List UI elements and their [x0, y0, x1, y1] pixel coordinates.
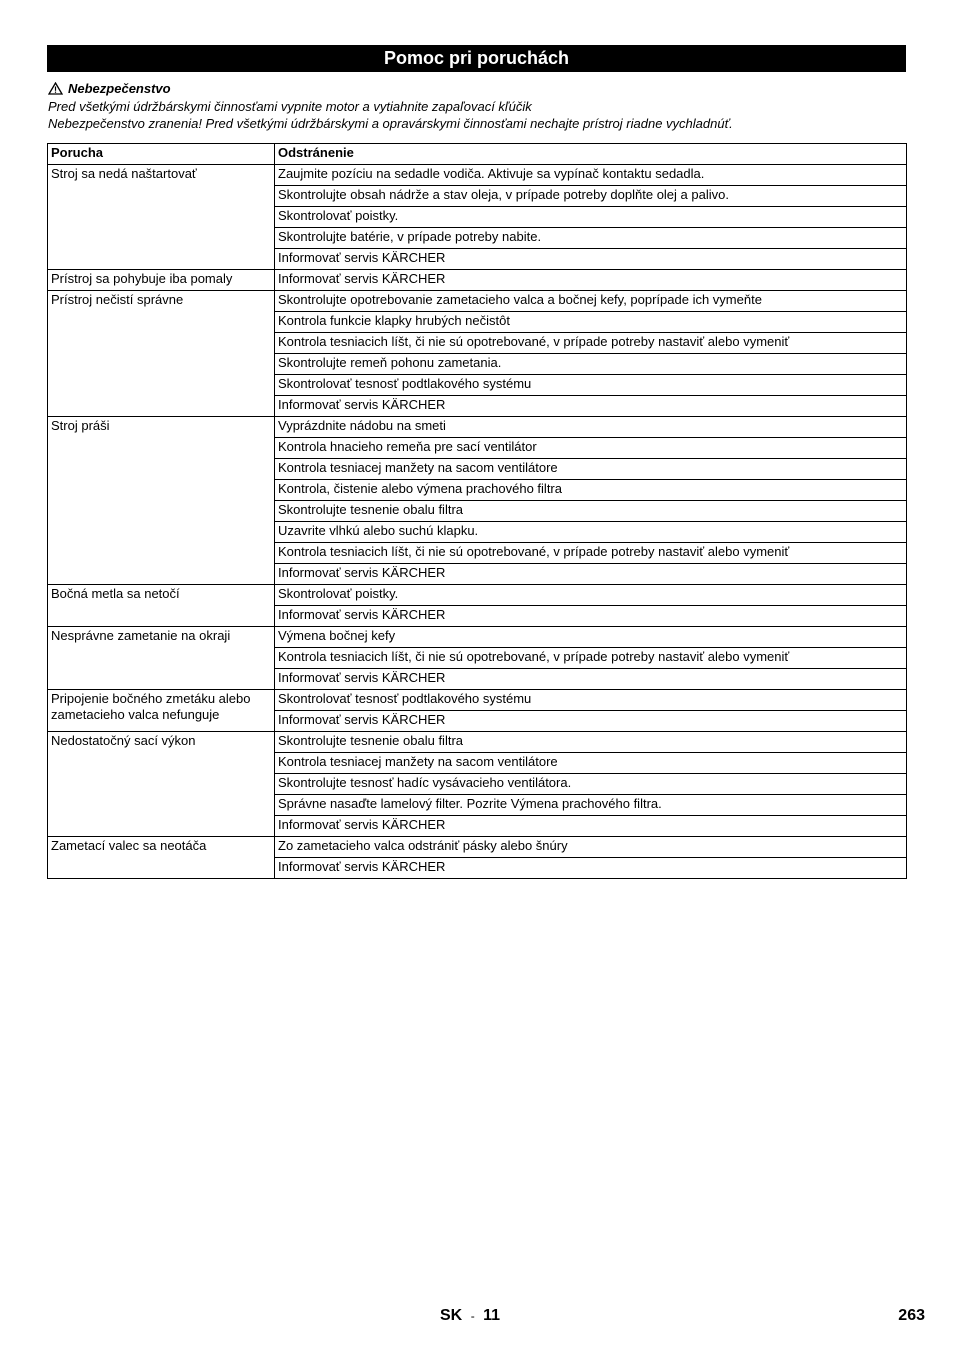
table-row: [48, 270, 907, 291]
remedy-cell: Skontrolujte obsah nádrže a stav oleja, v prípade potreby doplňte olej a palivo.: [275, 186, 907, 207]
remedy-cell: Uzavrite vlhkú alebo suchú klapku.: [275, 522, 907, 543]
remedy-cell: Skontrolovať poistky.: [275, 207, 907, 228]
remedy-cell: Zaujmite pozíciu na sedadle vodiča. Aktivuje sa vypínač kontaktu sedadla.: [275, 165, 907, 186]
table-row: [48, 837, 907, 858]
remedy-cell: Skontrolujte tesnosť hadíc vysávacieho ventilátora.: [275, 774, 907, 795]
fault-cell: Stroj sa nedá naštartovať: [48, 165, 275, 270]
footer-dash: -: [470, 1309, 475, 1323]
remedy-cell: Kontrola tesniacej manžety na sacom ventilátore: [275, 753, 907, 774]
header-fault: Porucha: [48, 144, 275, 165]
remedy-cell: Vyprázdnite nádobu na smeti: [275, 417, 907, 438]
danger-notice: [48, 80, 908, 133]
header-remedy: Odstránenie: [275, 144, 907, 165]
table-header-row: [48, 144, 907, 165]
table-row: [48, 690, 907, 711]
table-row: [48, 291, 907, 312]
remedy-cell: Kontrola tesniacich líšt, či nie sú opotrebované, v prípade potreby nastaviť alebo vymeniť: [275, 333, 907, 354]
remedy-cell: Výmena bočnej kefy: [275, 627, 907, 648]
remedy-cell: Skontrolovať poistky.: [275, 585, 907, 606]
remedy-cell: Informovať servis KÄRCHER: [275, 606, 907, 627]
remedy-cell: Skontrolujte remeň pohonu zametania.: [275, 354, 907, 375]
remedy-cell: Informovať servis KÄRCHER: [275, 711, 907, 732]
remedy-cell: Informovať servis KÄRCHER: [275, 669, 907, 690]
table-row: [48, 627, 907, 648]
table-body: [48, 165, 907, 879]
fault-cell: Zametací valec sa neotáča: [48, 837, 275, 879]
danger-heading: [48, 80, 908, 98]
remedy-cell: Informovať servis KÄRCHER: [275, 816, 907, 837]
fault-cell: Bočná metla sa netočí: [48, 585, 275, 627]
footer-section: [440, 1307, 500, 1325]
fault-cell: Nesprávne zametanie na okraji: [48, 627, 275, 690]
page-number: 263: [898, 1307, 925, 1324]
remedy-cell: Informovať servis KÄRCHER: [275, 396, 907, 417]
table-row: [48, 165, 907, 186]
fault-cell: Nedostatočný sací výkon: [48, 732, 275, 837]
troubleshooting-table: [47, 143, 907, 879]
page-title-text: Pomoc pri poruchách: [383, 48, 570, 68]
remedy-cell: Skontrolujte opotrebovanie zametacieho valca a bočnej kefy, poprípade ich vymeňte: [275, 291, 907, 312]
page-title: [47, 45, 906, 72]
danger-heading-text: Nebezpečenstvo: [68, 81, 171, 96]
warning-triangle-icon: [48, 82, 63, 95]
remedy-cell: Skontrolovať tesnosť podtlakového systému: [275, 690, 907, 711]
remedy-cell: Informovať servis KÄRCHER: [275, 564, 907, 585]
remedy-cell: Kontrola tesniacich líšt, či nie sú opotrebované, v prípade potreby nastaviť alebo vymeniť: [275, 648, 907, 669]
remedy-cell: Informovať servis KÄRCHER: [275, 270, 907, 291]
footer-lang: SK: [440, 1307, 463, 1324]
remedy-cell: Informovať servis KÄRCHER: [275, 858, 907, 879]
danger-line-1: Pred všetkými údržbárskymi činnosťami vypnite motor a vytiahnite zapaľovací kľúčik: [48, 98, 532, 114]
remedy-cell: Zo zametacieho valca odstrániť pásky alebo šnúry: [275, 837, 907, 858]
danger-line-2: Nebezpečenstvo zranenia! Pred všetkými údržbárskymi a opravárskymi činnosťami nechajte prístroj riadne vychladnúť.: [48, 116, 733, 131]
fault-cell: Prístroj nečistí správne: [48, 291, 275, 417]
remedy-cell: Kontrola tesniacej manžety na sacom ventilátore: [275, 459, 907, 480]
remedy-cell: Kontrola funkcie klapky hrubých nečistôt: [275, 312, 907, 333]
remedy-cell: Skontrolujte batérie, v prípade potreby nabite.: [275, 228, 907, 249]
fault-cell: Prístroj sa pohybuje iba pomaly: [48, 270, 275, 291]
table-row: [48, 585, 907, 606]
remedy-cell: Skontrolovať tesnosť podtlakového systému: [275, 375, 907, 396]
remedy-cell: Skontrolujte tesnenie obalu filtra: [275, 501, 907, 522]
remedy-cell: Správne nasaďte lamelový filter. Pozrite Výmena prachového filtra.: [275, 795, 907, 816]
remedy-cell: Kontrola hnacieho remeňa pre sací ventilátor: [275, 438, 907, 459]
remedy-cell: Skontrolujte tesnenie obalu filtra: [275, 732, 907, 753]
table-row: [48, 417, 907, 438]
table-row: [48, 732, 907, 753]
footer-section-page: 11: [483, 1307, 501, 1324]
fault-cell: Stroj práši: [48, 417, 275, 585]
remedy-cell: Kontrola, čistenie alebo výmena prachového filtra: [275, 480, 907, 501]
fault-cell: Pripojenie bočného zmetáku alebo zametacieho valca nefunguje: [48, 690, 275, 732]
remedy-cell: Kontrola tesniacich líšt, či nie sú opotrebované, v prípade potreby nastaviť alebo vymeniť: [275, 543, 907, 564]
remedy-cell: Informovať servis KÄRCHER: [275, 249, 907, 270]
